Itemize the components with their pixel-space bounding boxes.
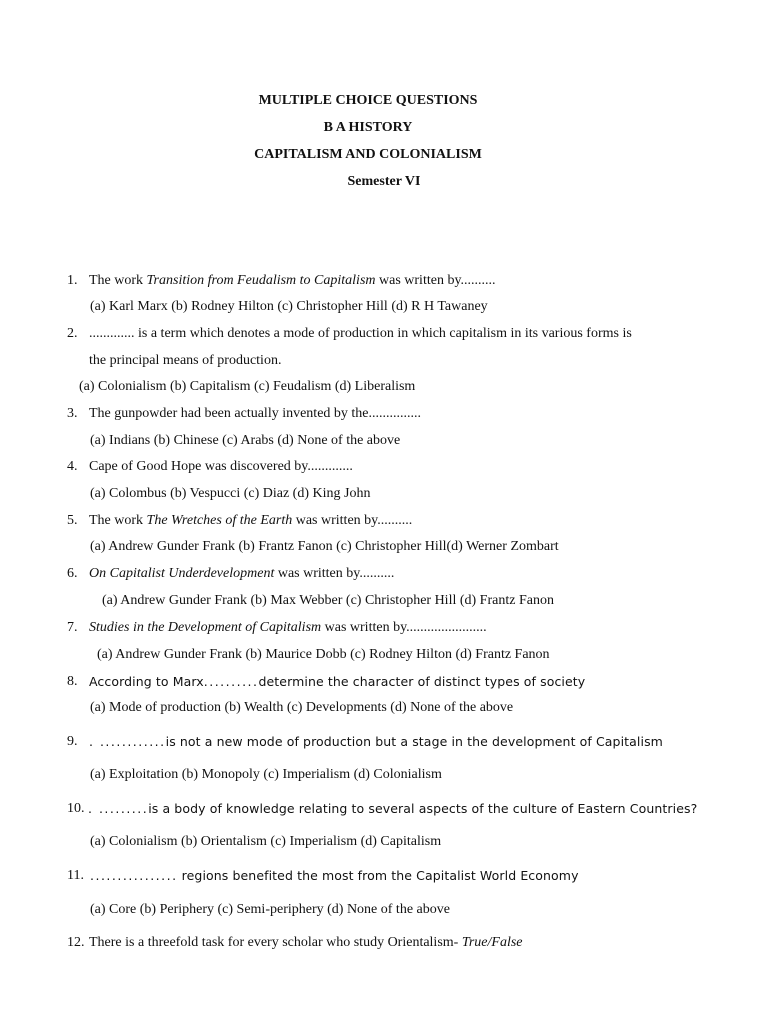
question-number: 6.: [67, 566, 78, 581]
question-number: 3.: [67, 406, 78, 421]
question-number: 12.: [67, 935, 85, 950]
question-text: The work The Wretches of the Earth was written by..........: [89, 513, 413, 528]
question-text: Cape of Good Hope was discovered by.............: [89, 459, 353, 474]
question-options: (a) Andrew Gunder Frank (b) Frantz Fanon (c) Christopher Hill(d) Werner Zombart: [90, 539, 559, 554]
question-number: 2.: [67, 326, 78, 341]
question-number: 7.: [67, 620, 78, 635]
question-text: Studies in the Development of Capitalism was written by.......................: [89, 620, 487, 635]
question-text: . ............is not a new mode of production but a stage in the development of Capitalism: [89, 734, 663, 749]
question-text: According to Marx..........determine the character of distinct types of society: [89, 674, 586, 689]
question-number: 11.: [67, 868, 84, 883]
question-text-line-1: ............. is a term which denotes a mode of production in which capitalism in its various forms is: [89, 326, 632, 341]
question-number: 10.: [67, 801, 85, 816]
question-number: 4.: [67, 459, 78, 474]
question-options: (a) Mode of production (b) Wealth (c) Developments (d) None of the above: [90, 700, 514, 715]
question-text: . .........is a body of knowledge relating to several aspects of the culture of Eastern Countries?: [88, 801, 698, 816]
question-text-line-2: the principal means of production.: [89, 353, 282, 368]
semester-label: Semester VI: [347, 174, 421, 189]
question-options: (a) Andrew Gunder Frank (b) Maurice Dobb (c) Rodney Hilton (d) Frantz Fanon: [97, 647, 550, 662]
question-number: 1.: [67, 273, 78, 288]
question-text: There is a threefold task for every scholar who study Orientalism- True/False: [89, 935, 523, 950]
question-number: 8.: [67, 674, 78, 689]
question-text: The work Transition from Feudalism to Capitalism was written by..........: [89, 273, 496, 288]
question-text: The gunpowder had been actually invented by the...............: [89, 406, 422, 421]
question-options: (a) Karl Marx (b) Rodney Hilton (c) Christopher Hill (d) R H Tawaney: [90, 299, 488, 314]
question-number: 5.: [67, 513, 78, 528]
question-text: ................ regions benefited the most from the Capitalist World Economy: [90, 868, 579, 883]
document-title: MULTIPLE CHOICE QUESTIONS: [258, 93, 478, 108]
question-options: (a) Andrew Gunder Frank (b) Max Webber (c) Christopher Hill (d) Frantz Fanon: [102, 593, 554, 608]
question-options: (a) Exploitation (b) Monopoly (c) Imperialism (d) Colonialism: [90, 767, 442, 782]
course-name: B A HISTORY: [323, 120, 413, 135]
question-options: (a) Colonialism (b) Orientalism (c) Imperialism (d) Capitalism: [90, 834, 442, 849]
paper-title: CAPITALISM AND COLONIALISM: [254, 147, 482, 162]
question-text: On Capitalist Underdevelopment was written by..........: [89, 566, 395, 581]
question-options: (a) Core (b) Periphery (c) Semi-periphery (d) None of the above: [90, 902, 450, 917]
question-number: 9.: [67, 734, 78, 749]
question-options: (a) Indians (b) Chinese (c) Arabs (d) None of the above: [90, 433, 401, 448]
question-options: (a) Colonialism (b) Capitalism (c) Feudalism (d) Liberalism: [79, 379, 416, 394]
question-options: (a) Colombus (b) Vespucci (c) Diaz (d) King John: [90, 486, 371, 501]
